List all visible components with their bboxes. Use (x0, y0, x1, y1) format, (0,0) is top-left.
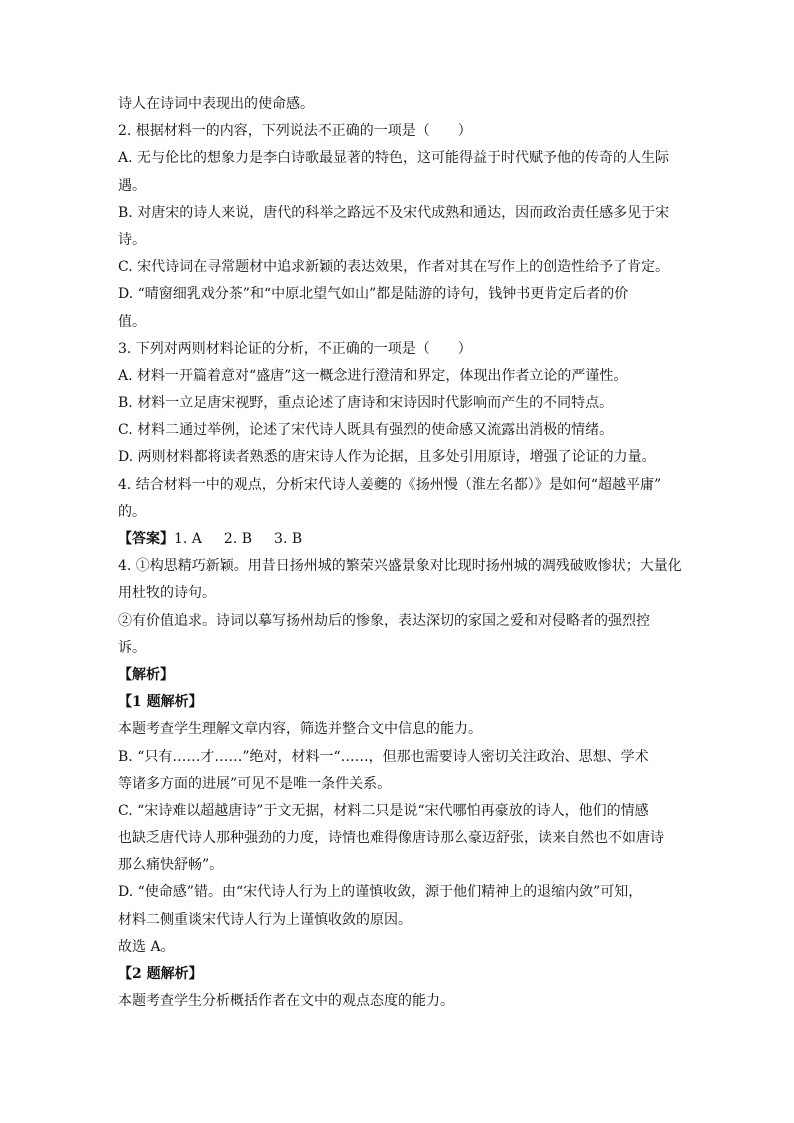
q2-option-d-cont: 值。 (118, 313, 146, 330)
answer-4-line: 4. ①构思精巧新颖。用昔日扬州城的繁荣兴盛景象对比现时扬州城的凋残破败惨状；大量化 (118, 558, 682, 575)
analysis-line: 材料二侧重谈宋代诗人行为上谨慎收敛的原因。 (118, 911, 412, 928)
q2-option-b: B. 对唐宋的诗人来说，唐代的科举之路远不及宋代成熟和通达，因而政治责任感多见于宋 (118, 204, 670, 221)
answer-label: 【答案】 (118, 531, 174, 547)
analysis-line: 故选 A。 (118, 938, 175, 955)
question-2-stem: 2. 根据材料一的内容，下列说法不正确的一项是（ ） (118, 123, 472, 140)
q1-analysis-heading: 【1 题解析】 (118, 694, 203, 711)
answer-item: 1. A (174, 531, 202, 547)
q2-analysis-heading: 【2 题解析】 (118, 966, 203, 982)
q2-option-a-cont: 遇。 (118, 177, 146, 194)
text-line: 诗人在诗词中表现出的使命感。 (118, 96, 314, 112)
answer-4-line: ②有价值追求。诗词以摹写扬州劫后的惨象，表达深切的家国之爱和对侵略者的强烈控 (118, 612, 650, 629)
q2-option-c: C. 宋代诗词在寻常题材中追求新颖的表达效果，作者对其在写作上的创造性给予了肯定。 (118, 259, 670, 276)
question-4-stem-cont: 的。 (118, 503, 146, 520)
analysis-line: C. “宋诗难以超越唐诗”于文无据，材料二只是说“宋代哪怕再豪放的诗人，他们的情感 (118, 802, 649, 819)
analysis-line: 等诸多方面的进展”可见不是唯一条件关系。 (118, 775, 392, 792)
analysis-line: D. “使命感”错。由“宋代诗人行为上的谨慎收敛，源于他们精神上的退缩内敛”可知， (118, 884, 643, 901)
answer-line (118, 526, 680, 553)
analysis-line: 那么痛快舒畅”。 (118, 857, 224, 874)
analysis-line: B. “只有……才……”绝对，材料一“……，但那也需要诗人密切关注政治、思想、学术 (118, 748, 649, 765)
document-body (118, 91, 680, 1015)
analysis-line: 本题考查学生理解文章内容，筛选并整合文中信息的能力。 (118, 721, 482, 738)
q3-option-c: C. 材料二通过举例，论述了宋代诗人既具有强烈的使命感又流露出消极的情绪。 (118, 422, 614, 439)
q2-option-a: A. 无与伦比的想象力是李白诗歌最显著的特色，这可能得益于时代赋予他的传奇的人生际 (118, 150, 670, 167)
answer-item: 2. B (223, 531, 253, 547)
q2-option-d: D. “晴窗细乳戏分茶”和“中原北望气如山”都是陆游的诗句，钱钟书更肯定后者的价 (118, 286, 629, 303)
q3-option-d: D. 两则材料都将读者熟悉的唐宋诗人作为论据，且多处引用原诗，增强了论证的力量。 (118, 449, 656, 466)
question-3-stem: 3. 下列对两则材料论证的分析，不正确的一项是（ ） (118, 340, 472, 357)
answer-4-line: 用杜牧的诗句。 (118, 585, 216, 602)
q3-option-a: A. 材料一开篇着意对“盛唐”这一概念进行澄清和界定，体现出作者立论的严谨性。 (118, 367, 628, 384)
q2-option-b-cont: 诗。 (118, 231, 146, 248)
analysis-heading: 【解析】 (118, 666, 174, 683)
q3-option-b: B. 材料一立足唐宋视野，重点论述了唐诗和宋诗因时代影响而产生的不同特点。 (118, 395, 614, 412)
question-4-stem: 4. 结合材料一中的观点，分析宋代诗人姜夔的《扬州慢（淮左名都）》是如何“超越平庸” (118, 476, 662, 493)
analysis-line: 本题考查学生分析概括作者在文中的观点态度的能力。 (118, 993, 454, 1010)
analysis-line: 也缺乏唐代诗人那种强劲的力度，诗情也难得像唐诗那么豪迈舒张，读来自然也不如唐诗 (118, 830, 664, 847)
answer-item: 3. B (274, 531, 303, 547)
answer-4-line: 诉。 (118, 639, 146, 656)
